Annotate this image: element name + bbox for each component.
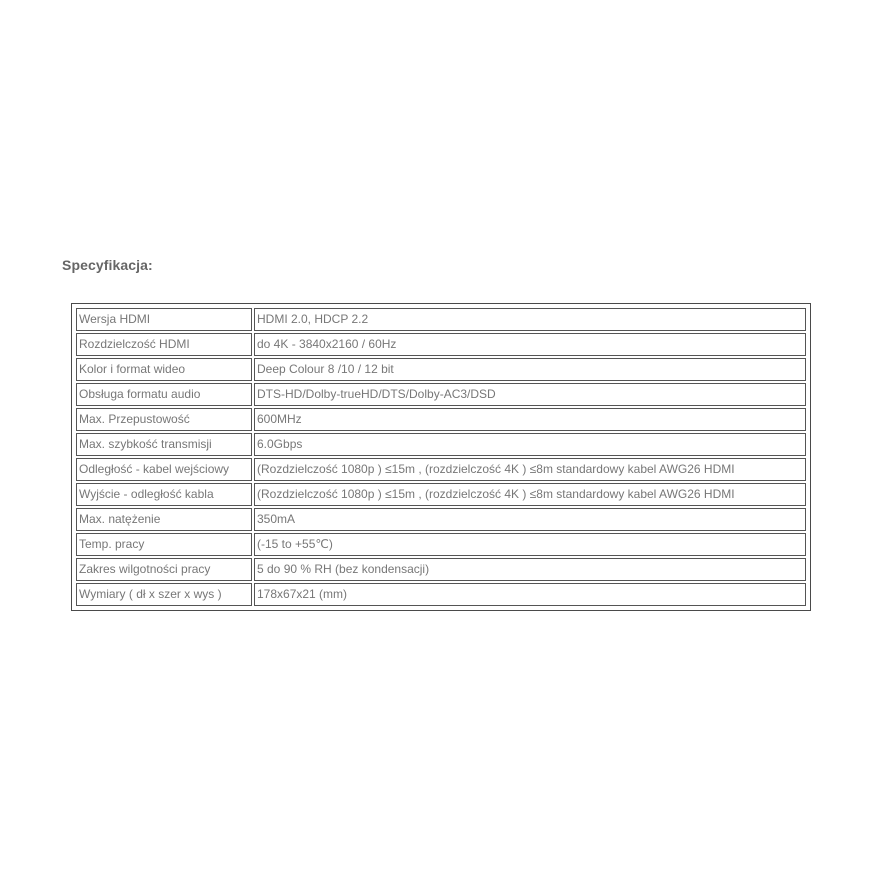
table-row: [76, 458, 806, 481]
spec-value: 350mA: [254, 508, 806, 531]
spec-value: do 4K - 3840x2160 / 60Hz: [254, 333, 806, 356]
spec-label: Max. natężenie: [76, 508, 252, 531]
spec-label: Max. Przepustowość: [76, 408, 252, 431]
spec-value: 178x67x21 (mm): [254, 583, 806, 606]
table-row: [76, 508, 806, 531]
spec-label: Rozdzielczość HDMI: [76, 333, 252, 356]
table-row: [76, 583, 806, 606]
spec-label: Obsługa formatu audio: [76, 383, 252, 406]
spec-value: HDMI 2.0, HDCP 2.2: [254, 308, 806, 331]
table-row: [76, 358, 806, 381]
spec-value: (Rozdzielczość 1080p ) ≤15m , (rozdzielczość 4K ) ≤8m standardowy kabel AWG26 HDMI: [254, 483, 806, 506]
spec-label: Temp. pracy: [76, 533, 252, 556]
spec-value: 6.0Gbps: [254, 433, 806, 456]
spec-label: Kolor i format wideo: [76, 358, 252, 381]
section-heading: Specyfikacja:: [62, 257, 153, 273]
table-row: [76, 533, 806, 556]
spec-label: Odległość - kabel wejściowy: [76, 458, 252, 481]
table-row: [76, 408, 806, 431]
spec-label: Max. szybkość transmisji: [76, 433, 252, 456]
table-row: [76, 333, 806, 356]
table-row: [76, 308, 806, 331]
spec-table-grid: [74, 306, 808, 608]
spec-value: Deep Colour 8 /10 / 12 bit: [254, 358, 806, 381]
spec-label: Wyjście - odległość kabla: [76, 483, 252, 506]
spec-value: (-15 to +55℃): [254, 533, 806, 556]
spec-value: DTS-HD/Dolby-trueHD/DTS/Dolby-AC3/DSD: [254, 383, 806, 406]
table-row: [76, 558, 806, 581]
spec-value: 600MHz: [254, 408, 806, 431]
table-row: [76, 383, 806, 406]
table-row: [76, 433, 806, 456]
spec-label: Zakres wilgotności pracy: [76, 558, 252, 581]
table-row: [76, 483, 806, 506]
spec-table: [71, 303, 811, 611]
spec-value: 5 do 90 % RH (bez kondensacji): [254, 558, 806, 581]
spec-label: Wymiary ( dł x szer x wys ): [76, 583, 252, 606]
spec-value: (Rozdzielczość 1080p ) ≤15m , (rozdzielczość 4K ) ≤8m standardowy kabel AWG26 HDMI: [254, 458, 806, 481]
spec-label: Wersja HDMI: [76, 308, 252, 331]
